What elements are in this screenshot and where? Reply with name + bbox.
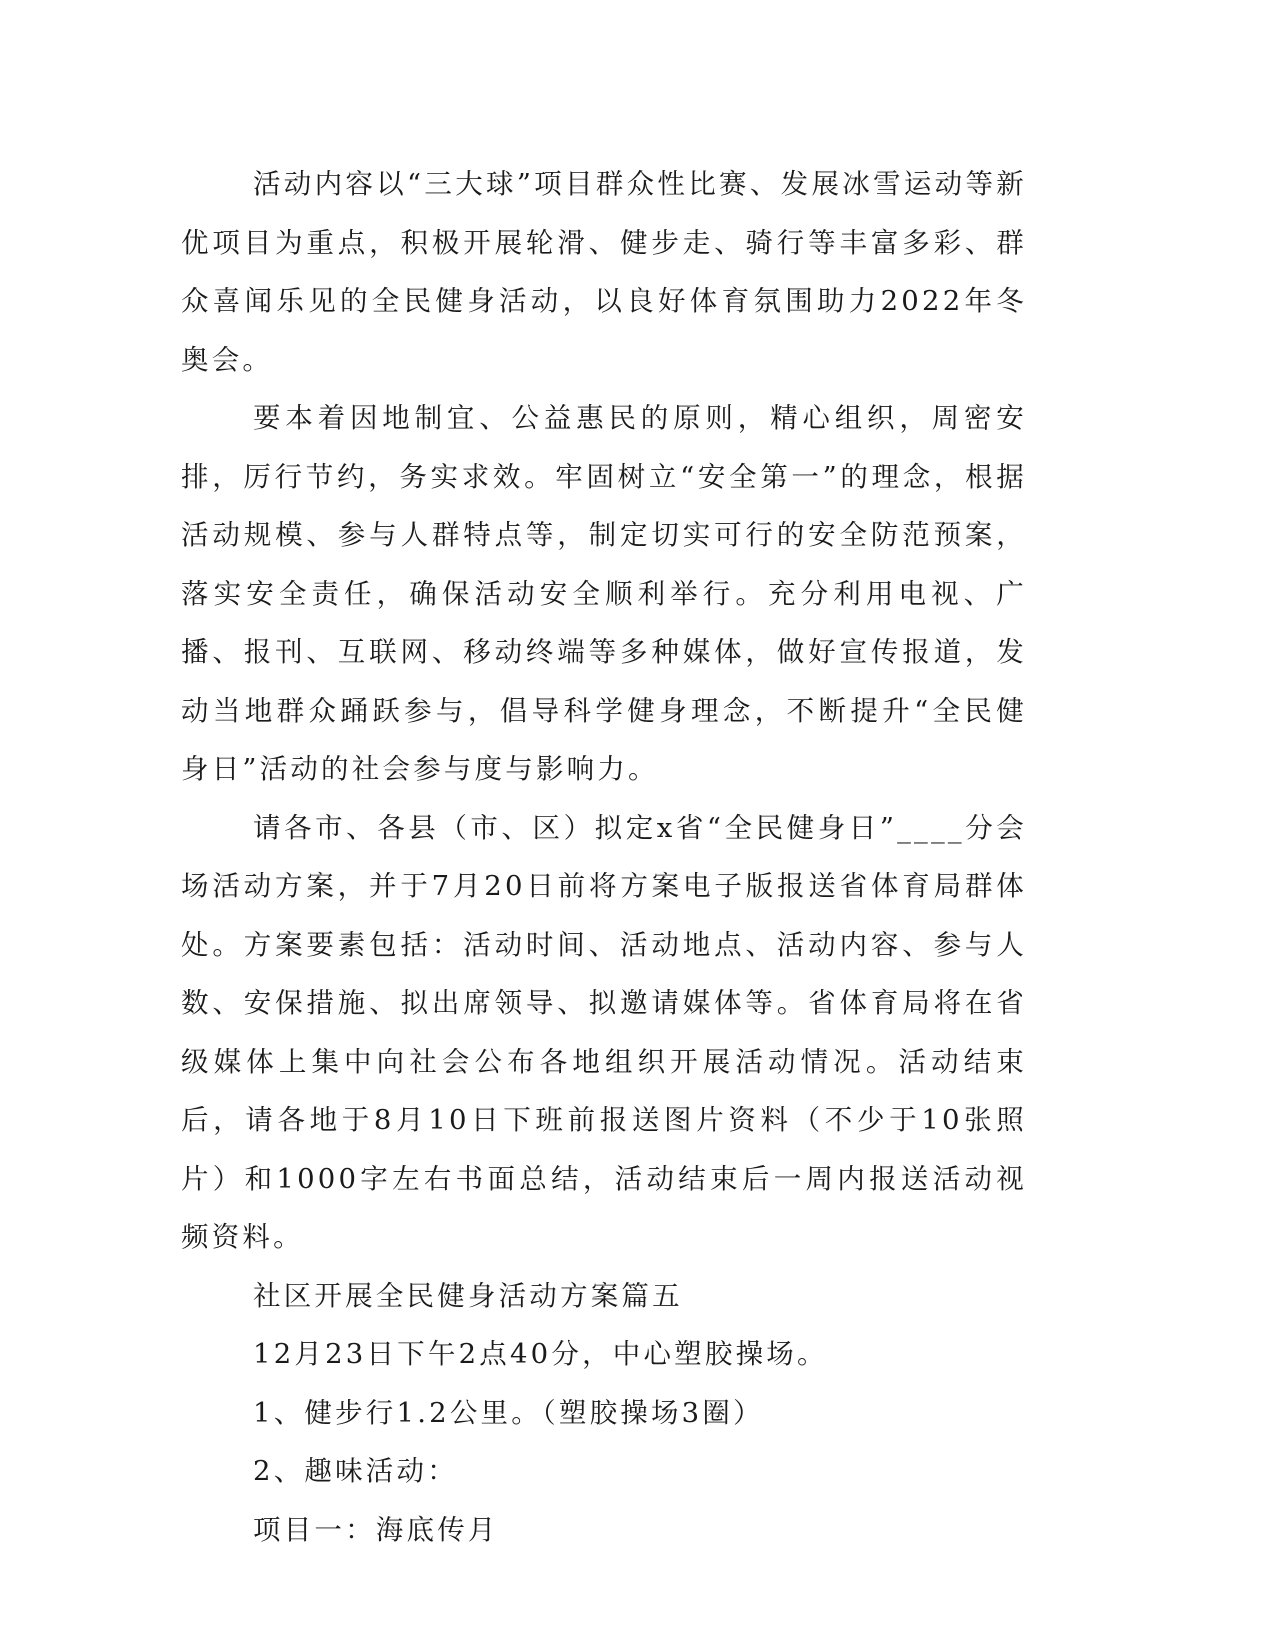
- event-time-location: 12月23日下午2点40分，中心塑胶操场。: [253, 1338, 828, 1370]
- list-item-project-one: 项目一：海底传月: [253, 1513, 499, 1546]
- paragraph-activity-content: 活动内容以“三大球”项目群众性比赛、发展冰雪运动等新优项目为重点，积极开展轮滑、健步走、骑行等丰富多彩、群众喜闻乐见的全民健身活动，以良好体育氛围助力2022年冬奥会。: [181, 168, 1027, 376]
- section-title: 社区开展全民健身活动方案篇五: [253, 1279, 683, 1312]
- paragraph-submission-requirements: 请各市、各县（市、区）拟定x省“全民健身日”____分会场活动方案，并于7月20日前将方案电子版报送省体育局群体处。方案要素包括：活动时间、活动地点、活动内容、参与人数、安保措施、拟出席领导、拟邀请媒体等。省体育局将在省级媒体上集中向社会公布各地组织开展活动情况。活动结束后，请各地于8月10日下班前报送图片资料（不少于10张照片）和1000字左右书面总结，活动结束后一周内报送活动视频资料。: [181, 811, 1027, 1253]
- list-item-walk: 1、健步行1.2公里。（塑胶操场3圈）: [253, 1396, 764, 1429]
- paragraph-safety-principles: 要本着因地制宜、公益惠民的原则，精心组织，周密安排，厉行节约，务实求效。牢固树立“安全第一”的理念，根据活动规模、参与人群特点等，制定切实可行的安全防范预案，落实安全责任，确保活动安全顺利举行。充分利用电视、广播、报刊、互联网、移动终端等多种媒体，做好宣传报道，发动当地群众踊跃参与，倡导科学健身理念，不断提升“全民健身日”活动的社会参与度与影响力。: [181, 402, 1027, 785]
- document-body: [181, 155, 1027, 1559]
- list-item-fun-activities: 2、趣味活动：: [253, 1455, 458, 1487]
